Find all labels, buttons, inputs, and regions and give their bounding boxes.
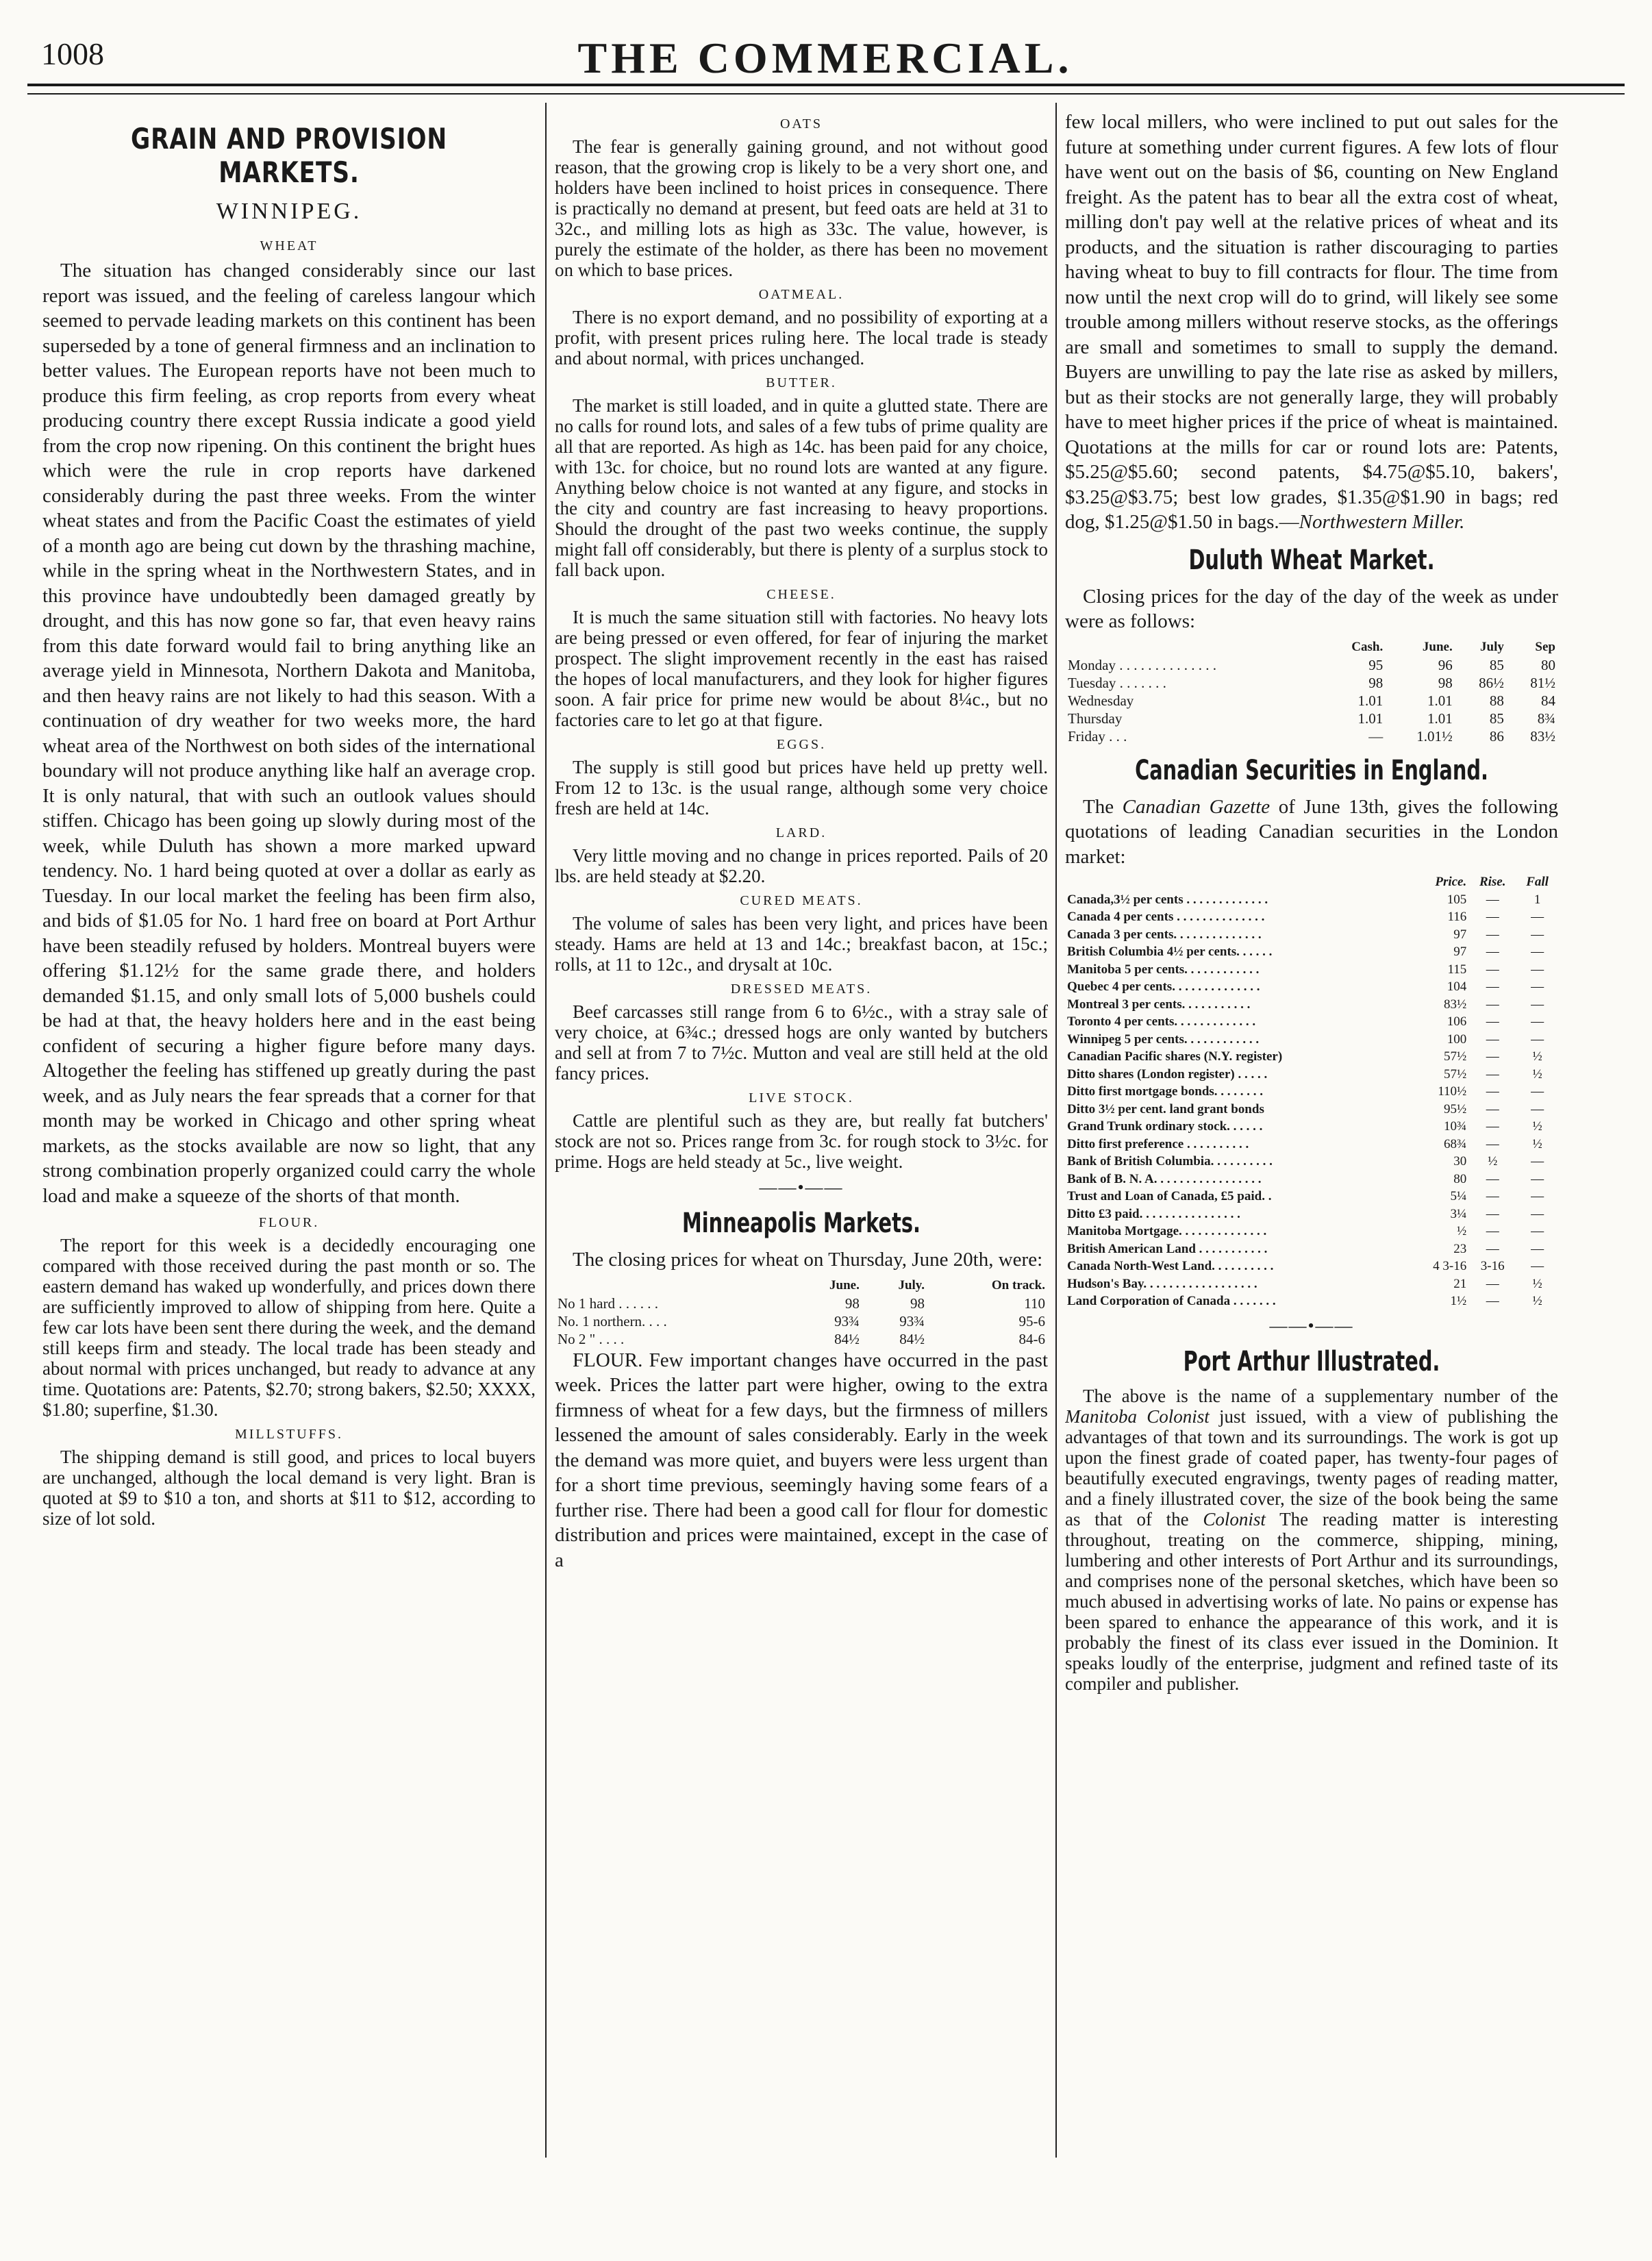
cheese-subheading: CHEESE. (766, 587, 836, 602)
cheese-paragraph: It is much the same situation still with factories. No heavy lots are being pressed or even offered, for fear of injuring the market prospect. The slight improvement recently in the east has raised the hopes of local manufacturers, and they look for higher figures soon. A fair price for prime new would be about 8¼c., but no factories care to let go at that figure. (555, 607, 1048, 730)
duluth-heading: Duluth Wheat Market. (1188, 544, 1435, 576)
table-cell: Quebec 4 per cents. . . . . . . . . . . . . . (1067, 979, 1260, 994)
table-cell: Manitoba 5 per cents. . . . . . . . . . . . (1067, 962, 1260, 977)
table-cell: — (1486, 945, 1499, 959)
table-row (1065, 1240, 1558, 1258)
table-cell: — (1531, 1032, 1544, 1047)
table-cell: 84-6 (1018, 1330, 1045, 1347)
table-cell: 95 (1368, 656, 1384, 673)
table-cell: 85 (1489, 710, 1504, 727)
table-cell: — (1486, 1171, 1499, 1186)
table-cell: 96 (1438, 656, 1453, 673)
table-header: Sep (1535, 639, 1555, 654)
table-cell: — (1486, 1101, 1499, 1116)
table-cell: — (1368, 727, 1384, 745)
table-row (1065, 1013, 1558, 1031)
cured-meats-paragraph: The volume of sales has been very light, and prices have been steady. Hams are held at 13 and 14c.; breakfast bacon, at 15c.; rolls, at 11 to 12c., and drysalt at 10c. (555, 913, 1048, 975)
table-cell: — (1486, 1066, 1499, 1082)
table-cell: — (1486, 1206, 1499, 1221)
table-cell: Friday . . . (1068, 727, 1127, 745)
oats-paragraph: The fear is generally gaining ground, and not without good reason, that the growing crop is likely to be a very short one, and holders have been inclined to hoist prices in consequence. There is practically no demand at present, but feed oats are held at 31 to 32c., and milling lots as high as 33c. The value, however, is purely the estimate of the holder, as there has been no movement on which to base prices. (555, 136, 1048, 280)
table-cell: Bank of British Columbia. . . . . . . . . . (1067, 1154, 1273, 1169)
table-cell: Tuesday . . . . . . . (1068, 674, 1166, 691)
table-row (1065, 891, 1558, 909)
table-cell: Ditto shares (London register) . . . . . (1067, 1066, 1268, 1082)
table-cell: 105 (1447, 892, 1467, 907)
table-cell: — (1486, 1276, 1499, 1291)
table-header: July (1480, 639, 1504, 654)
table-cell: 95½ (1444, 1101, 1467, 1116)
table-cell: 98 (910, 1295, 925, 1312)
live-stock-subheading: LIVE STOCK. (749, 1090, 854, 1105)
table-row (1065, 1223, 1558, 1240)
table-row (1065, 926, 1558, 944)
dressed-meats-subheading: DRESSED MEATS. (730, 982, 873, 997)
intro-text: of June 13th, gives the following quotations of leading Canadian securities in the London market: (1065, 795, 1558, 868)
flour-subheading: FLOUR. (258, 1215, 320, 1230)
live-stock-paragraph: Cattle are plentiful such as they are, but really fat butchers' stock are not so. Prices range from 3c. for rough stock to 3½c. for prime. Hogs are held steady at 5c., live weight. (555, 1110, 1048, 1172)
table-cell: — (1531, 1189, 1544, 1203)
table-cell: 97 (1453, 945, 1467, 959)
table-cell: — (1531, 1241, 1544, 1256)
table-cell: — (1531, 1224, 1544, 1238)
table-cell: 3¼ (1450, 1206, 1467, 1221)
table-cell: ½ (1532, 1136, 1542, 1151)
table-cell: — (1531, 1154, 1544, 1169)
table-cell: ½ (1532, 1066, 1542, 1082)
table-header: Price. (1435, 875, 1467, 889)
table-cell: — (1531, 927, 1544, 942)
table-cell: 30 (1453, 1154, 1467, 1169)
table-cell: Thursday (1068, 710, 1123, 727)
table-cell: 110½ (1438, 1084, 1467, 1099)
table-cell: Land Corporation of Canada . . . . . . . (1067, 1294, 1276, 1308)
table-cell: ½ (1532, 1294, 1542, 1308)
table-cell: 1.01½ (1416, 727, 1453, 745)
table-cell: — (1531, 1101, 1544, 1116)
table-cell: Montreal 3 per cents. . . . . . . . . . . (1067, 997, 1251, 1012)
table-cell: 4 3-16 (1433, 1259, 1467, 1273)
oatmeal-paragraph: There is no export demand, and no possibility of exporting at a profit, with present prices ruling here. The local trade is steady and about normal, with prices unchanged. (555, 307, 1048, 368)
table-header: Cash. (1351, 639, 1384, 654)
dressed-meats-paragraph: Beef carcasses still range from 6 to 6½c., with a stray sale of very choice, at 6¾c.; dressed hogs are only wanted by butchers and sell at from 7 to 7½c. Mutton and veal are still held at the old fancy prices. (555, 1001, 1048, 1084)
table-cell: 3-16 (1480, 1259, 1505, 1273)
table-cell: Toronto 4 per cents. . . . . . . . . . . . . (1067, 1014, 1256, 1029)
table-cell: — (1486, 1136, 1499, 1151)
table-row (1065, 727, 1558, 745)
table-cell: 1.01 (1357, 710, 1384, 727)
flour-text: Few important changes have occurred in the past week. Prices the latter part were higher, owing to the extra firmness of wheat for a few days, but the firmness of millers lessened the amount of sales considerably. Early in the week the demand was more quiet, and buyers were less urgent than for a short time previous, seemingly having some fears of a further rise. There had been a good call for flour for domestic distribution and prices were maintained, except in the case of a (555, 1349, 1048, 1571)
table-cell: — (1486, 1049, 1499, 1064)
table-header: July. (898, 1277, 925, 1292)
table-cell: ½ (1532, 1119, 1542, 1134)
table-cell: — (1486, 1032, 1499, 1047)
table-cell: 68¾ (1444, 1136, 1467, 1151)
table-cell: Wednesday (1068, 692, 1134, 709)
table-cell: 106 (1447, 1014, 1467, 1029)
canadian-securities-table (1065, 873, 1558, 1310)
table-cell: — (1486, 1294, 1499, 1308)
table-cell: Canada,3½ per cents . . . . . . . . . . . . . (1067, 892, 1268, 907)
table-cell: — (1486, 1224, 1499, 1238)
table-cell: — (1531, 1171, 1544, 1186)
table-row (1065, 710, 1558, 727)
table-cell: — (1531, 1206, 1544, 1221)
table-header (1065, 638, 1324, 656)
flour-run-in-label: FLOUR. (573, 1349, 643, 1371)
millstuffs-subheading: MILLSTUFFS. (234, 1427, 344, 1442)
table-cell: 97 (1453, 927, 1467, 942)
table-cell: — (1531, 962, 1544, 977)
table-cell: 57½ (1444, 1066, 1467, 1082)
table-cell: Hudson's Bay. . . . . . . . . . . . . . . . . . (1067, 1276, 1257, 1291)
table-cell: 10¾ (1444, 1119, 1467, 1134)
minneapolis-flour-paragraph (555, 1348, 1048, 1573)
paragraph-text: The reading matter is interesting throughout, treating on the commerce, shipping, mining, lumbering and other interests of Port Arthur and its surroundings, and comprises none of the personal sketches, which have been so much abused in advertising works of late. No pains or expense has been spared to enhance the appearance of this work, and it is probably the finest of its class ever issued in the Dominion. It speaks loudly of the enterprise, judgment and refined taste of its compiler and publisher. (1065, 1508, 1558, 1694)
table-cell: Ditto 3½ per cent. land grant bonds (1067, 1101, 1264, 1116)
table-cell: 21 (1453, 1276, 1467, 1291)
publication-name: Manitoba Colonist (1065, 1406, 1210, 1427)
wheat-subheading: WHEAT (260, 238, 318, 253)
table-row (1065, 692, 1558, 710)
table-cell: — (1531, 1084, 1544, 1099)
table-cell: — (1486, 979, 1499, 994)
column-middle (555, 110, 1048, 2164)
table-cell: Grand Trunk ordinary stock. . . . . . (1067, 1119, 1263, 1134)
table-cell: — (1531, 979, 1544, 994)
table-cell: ½ (1532, 1276, 1542, 1291)
table-cell: Monday . . . . . . . . . . . . . . (1068, 656, 1216, 673)
table-cell: — (1531, 1014, 1544, 1029)
table-row (1065, 656, 1558, 674)
table-cell: 1 (1534, 892, 1541, 907)
table-cell: 93¾ (899, 1312, 925, 1329)
minneapolis-heading: Minneapolis Markets. (682, 1208, 921, 1239)
table-cell: British Columbia 4½ per cents. . . . . . (1067, 945, 1273, 959)
table-cell: 110 (1024, 1295, 1045, 1312)
table-cell: — (1486, 1084, 1499, 1099)
table-header: Fall (1526, 875, 1549, 889)
source-credit: Northwestern Miller. (1299, 511, 1465, 533)
table-row (1065, 1292, 1558, 1310)
table-cell: 5¼ (1450, 1189, 1467, 1203)
table-cell: ½ (1488, 1154, 1498, 1169)
table-cell: ½ (1532, 1049, 1542, 1064)
lard-subheading: LARD. (775, 825, 827, 840)
flour-paragraph: The report for this week is a decidedly encouraging one compared with those received during the past month or so. The eastern demand has waked up wonderfully, and prices down there are sufficiently improved to allow of shipping from here. Quite a few car lots have been sent there during the week, and the demand still keeps firm and steady. The local trade has been steady and about normal with prices unchanged, but ready to advance at any time. Quotations are: Patents, $2.70; strong bakers, $2.50; XXXX, $1.80; superfine, $1.30. (42, 1235, 536, 1420)
table-cell: Ditto first mortgage bonds. . . . . . . . (1067, 1084, 1264, 1099)
table-row (1065, 996, 1558, 1014)
table-row (1065, 1171, 1558, 1188)
ornamental-divider: ——•—— (759, 1177, 844, 1197)
table-cell: 86 (1489, 727, 1504, 745)
table-row (1065, 1275, 1558, 1293)
table-cell: — (1486, 927, 1499, 942)
table-cell: 83½ (1530, 727, 1555, 745)
port-arthur-paragraph (1065, 1386, 1558, 1694)
table-cell: 93¾ (834, 1312, 860, 1329)
cured-meats-subheading: CURED MEATS. (740, 893, 863, 908)
continued-paragraph (1065, 110, 1558, 535)
table-cell: — (1486, 962, 1499, 977)
table-row (1065, 1101, 1558, 1119)
column-left (42, 110, 536, 2164)
intro-text: The (1083, 795, 1123, 818)
canadian-securities-intro (1065, 795, 1558, 870)
table-cell: British American Land . . . . . . . . . . . (1067, 1241, 1268, 1256)
table-cell: — (1486, 1189, 1499, 1203)
table-cell: — (1531, 910, 1544, 924)
table-cell: 86½ (1479, 674, 1504, 691)
table-row (1065, 1083, 1558, 1101)
table-row (1065, 1066, 1558, 1084)
table-cell: — (1486, 1014, 1499, 1029)
table-cell: 98 (1368, 674, 1384, 691)
table-header: June. (829, 1277, 860, 1292)
table-cell: 98 (844, 1295, 860, 1312)
minneapolis-intro: The closing prices for wheat on Thursday, June 20th, were: (573, 1249, 1043, 1271)
table-header (555, 1277, 790, 1295)
table-row (1065, 1153, 1558, 1171)
canadian-securities-heading: Canadian Securities in England. (1135, 754, 1488, 786)
table-row (1065, 1136, 1558, 1153)
table-row (1065, 961, 1558, 979)
port-arthur-heading: Port Arthur Illustrated. (1183, 1345, 1440, 1377)
table-cell: No 2 " . . . . (558, 1330, 625, 1347)
table-cell: 116 (1447, 910, 1467, 924)
table-row (1065, 674, 1558, 692)
table-cell: 84½ (899, 1330, 925, 1347)
table-row (1065, 908, 1558, 926)
table-cell: 1.01 (1357, 692, 1384, 709)
table-cell: — (1486, 910, 1499, 924)
table-cell: 80 (1453, 1171, 1467, 1186)
table-row (555, 1330, 1048, 1348)
ornamental-divider: ——•—— (1269, 1315, 1354, 1336)
table-cell: 8¾ (1537, 710, 1555, 727)
eggs-paragraph: The supply is still good but prices have held up pretty well. From 12 to 13c. is the usual range, although some very choice fresh are held at 14c. (555, 757, 1048, 819)
table-cell: 23 (1453, 1241, 1467, 1256)
table-cell: Canada 4 per cents . . . . . . . . . . . . . . (1067, 910, 1265, 924)
publication-name: Canadian Gazette (1122, 795, 1271, 818)
continued-text: few local millers, who were inclined to put out sales for the future at something under current figures. A few lots of flour have went out on the basis of $6, counting on New England freight. As the patent has to bear all the extra cost of wheat, milling don't pay well at the relative prices of wheat and its products, and the situation is rather discouraging to parties having wheat to buy to fill contracts for flour. The time from now until the next crop will do to grind, will likely see some trouble among millers without reserve stocks, as the offerings are small and sometimes to small to supply the demand. Buyers are unwilling to pay the late rise as asked by millers, but as their stocks are not generally large, they will probably have to meet higher prices if the price of wheat is maintained. Quotations at the mills for car or round lots are: Patents, $5.25@$5.60; second patents, $4.75@$5.10, bakers', $3.25@$3.75; best low grades, $1.35@$1.90 in bags; red dog, $1.25@$1.50 in bags.— (1065, 111, 1558, 533)
table-cell: No 1 hard . . . . . . (558, 1295, 658, 1312)
city-heading: WINNIPEG. (216, 199, 362, 224)
table-row (1065, 943, 1558, 961)
column-right (1065, 110, 1558, 2164)
table-cell: 95-6 (1018, 1312, 1045, 1329)
table-cell: Manitoba Mortgage. . . . . . . . . . . . . . (1067, 1224, 1267, 1238)
table-cell: 83½ (1444, 997, 1467, 1012)
table-cell: 1½ (1450, 1294, 1467, 1308)
table-cell: 100 (1447, 1032, 1467, 1047)
table-cell: Ditto first preference . . . . . . . . . . (1067, 1136, 1249, 1151)
table-cell: ½ (1457, 1224, 1467, 1238)
table-cell: 1.01 (1427, 692, 1453, 709)
table-header: On track. (991, 1277, 1045, 1292)
duluth-intro: Closing prices for the day of the day of the week as under were as follows: (1065, 585, 1558, 632)
duluth-table (1065, 638, 1558, 745)
millstuffs-paragraph: The shipping demand is still good, and prices to local buyers are unchanged, although the local demand is very light. Bran is quoted at $9 to $10 a ton, and shorts at $11 to $12, according to size of lot sold. (42, 1447, 536, 1529)
lard-paragraph: Very little moving and no change in prices reported. Pails of 20 lbs. are held steady at $2.20. (555, 845, 1048, 886)
table-cell: — (1486, 892, 1499, 907)
table-cell: 81½ (1530, 674, 1555, 691)
table-cell: Ditto £3 paid. . . . . . . . . . . . . . . . (1067, 1206, 1240, 1221)
table-cell: Canada 3 per cents. . . . . . . . . . . . . . (1067, 927, 1262, 942)
eggs-subheading: EGGS. (776, 737, 827, 752)
table-cell: 84 (1541, 692, 1555, 709)
table-row (1065, 1188, 1558, 1206)
table-cell: — (1531, 1259, 1544, 1273)
table-cell: Canada North-West Land. . . . . . . . . . (1067, 1259, 1274, 1273)
table-row (1065, 1118, 1558, 1136)
paragraph-text: The above is the name of a supplementary number of the (1083, 1385, 1558, 1406)
table-cell: Winnipeg 5 per cents. . . . . . . . . . . . (1067, 1032, 1260, 1047)
table-cell: 104 (1447, 979, 1467, 994)
column-divider (545, 103, 547, 2158)
header-rule-thin (27, 93, 1625, 95)
table-cell: 1.01 (1427, 710, 1453, 727)
table-row (1065, 1031, 1558, 1049)
column-divider (1055, 103, 1057, 2158)
table-header: Rise. (1479, 875, 1506, 889)
table-cell: — (1486, 1241, 1499, 1256)
newspaper-title: THE COMMERCIAL. (577, 34, 1073, 82)
table-cell: — (1531, 945, 1544, 959)
table-cell: 80 (1541, 656, 1555, 673)
table-header: June. (1422, 639, 1453, 654)
table-row (1065, 1258, 1558, 1275)
table-cell: Trust and Loan of Canada, £5 paid. . (1067, 1189, 1272, 1203)
wheat-paragraph: The situation has changed considerably since our last report was issued, and the feeling of careless langour which seemed to pervade leading markets on this continent has been superseded by a tone of general firmness and an inclination to better values. The European reports have not been much to produce this firm feeling, as crop reports from every wheat producing country there except Russia indicate a good yield from the crop now ripening. On this continent the bright hues which were the rule in crop reports have darkened considerably during the past three weeks. From the winter wheat states and from the Pacific Coast the estimates of yield of a month ago are being cut down by the thrashing machine, while in the spring wheat in the Northwestern States, and in this province have undoubtedly been damaged greatly by drought, and this has now gone so far, that even heavy rains from this date forward would fail to bring anything like an average yield in Minnesota, Northern Dakota and Manitoba, and then heavy rains are not likely to had this season. With a continuation of dry weather for two weeks more, the hard wheat area of the Northwest on both sides of the international boundary will not produce anything like half an average crop. It is only natural, that with such an outlook values should stiffen. Chicago has been going up slowly during most of the week, while Duluth has shown a more marked upward tendency. No. 1 hard being quoted at over a dollar as early as Tuesday. In our local market the feeling has been firm also, and bids of $1.05 for No. 1 hard free on board at Port Arthur have been steadily refused by holders. Montreal buyers were offering $1.12½ for the same grade there, and holders demanded $1.15, and only small lots of 5,000 bushels could be had at that, the heavy holders here and in the east being confident of securing a higher figure before many days. Altogether the feeling has stiffened up greatly during the past week, and as July nears the fear spreads that a corner for that month may be worked in Chicago and other spring wheat markets, as the stocks available are now so light, that any strong combination properly organized could carry the whole load and make a squeeze of the shorts of that month. (42, 260, 536, 1207)
table-row (1065, 978, 1558, 996)
table-cell: No. 1 northern. . . . (558, 1312, 667, 1329)
table-cell: 85 (1489, 656, 1504, 673)
page-number: 1008 (41, 36, 104, 71)
table-row (555, 1312, 1048, 1330)
table-header (1065, 873, 1410, 891)
table-cell: — (1531, 997, 1544, 1012)
table-cell: 88 (1489, 692, 1504, 709)
table-cell: Canadian Pacific shares (N.Y. register) (1067, 1049, 1283, 1064)
butter-paragraph: The market is still loaded, and in quite a glutted state. There are no calls for round lots, and sales of a few tubs of prime quality are all that are reported. As high as 14c. has been paid for any choice, with 13c. for choice, but no round lots are wanted at any figure. Anything below choice is not wanted at any figure, and stocks in the city and country are fast increasing to heavy proportions. Should the drought of the past two weeks continue, the supply might fall off considerably, but there is plenty of a surplus stock to fall back upon. (555, 395, 1048, 580)
table-row (555, 1295, 1048, 1312)
table-cell: 84½ (834, 1330, 860, 1347)
table-cell: 115 (1447, 962, 1467, 977)
table-cell: Bank of B. N. A. . . . . . . . . . . . . . . . . (1067, 1171, 1262, 1186)
table-cell: 98 (1438, 674, 1453, 691)
table-cell: — (1486, 1119, 1499, 1134)
minneapolis-table (555, 1277, 1048, 1348)
butter-subheading: BUTTER. (766, 375, 837, 390)
oatmeal-subheading: OATMEAL. (758, 287, 844, 302)
oats-subheading: OATS (779, 116, 823, 132)
section-heading: GRAIN AND PROVISION MARKETS. (130, 122, 447, 189)
table-row (1065, 1206, 1558, 1223)
publication-name: Colonist (1203, 1508, 1266, 1529)
header-rule (27, 84, 1625, 86)
table-row (1065, 1048, 1558, 1066)
table-cell: — (1486, 997, 1499, 1012)
paragraph-text: just issued, with a view of publishing the advantages of that town and its surroundings. The work is got up upon the finest grade of coated paper, has twenty-four pages of beautifully executed engravings, twenty pages of reading matter, and a finely illustrated cover, the size of the book being the same as that of the (1065, 1406, 1558, 1529)
table-cell: 57½ (1444, 1049, 1467, 1064)
